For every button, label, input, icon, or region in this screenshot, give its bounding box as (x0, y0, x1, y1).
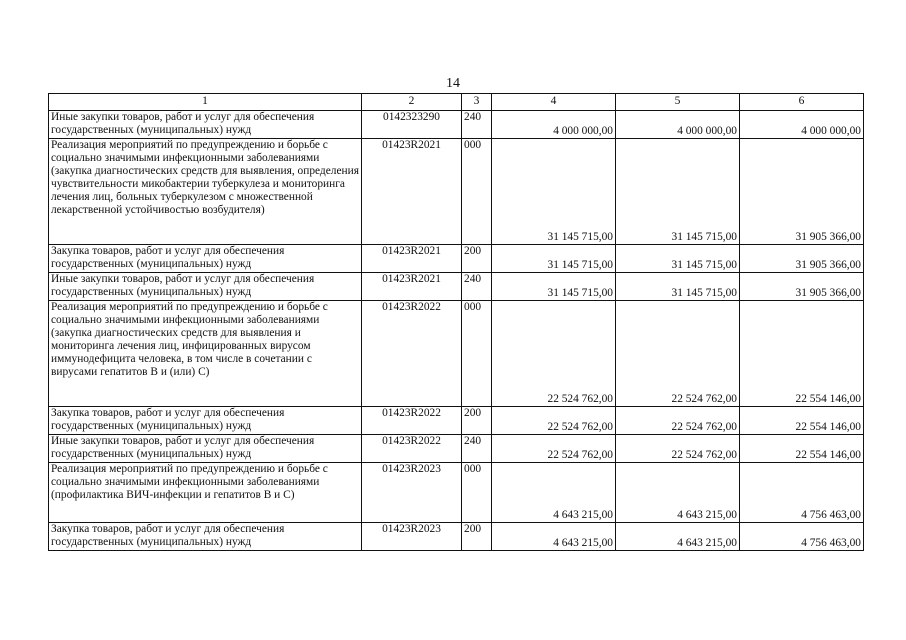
amount-col-4: 22 524 762,00 (492, 407, 616, 435)
table-row (49, 245, 864, 273)
amount-col-6: 31 905 366,00 (740, 273, 864, 301)
amount-col-5: 4 643 215,00 (616, 463, 740, 523)
amount-col-4: 4 643 215,00 (492, 463, 616, 523)
amount-col-5: 31 145 715,00 (616, 273, 740, 301)
amount-col-5: 4 000 000,00 (616, 111, 740, 139)
amount-col-5: 22 524 762,00 (616, 301, 740, 407)
expense-type-code: 000 (462, 463, 492, 523)
column-header: 5 (616, 94, 740, 111)
target-article-code: 01423R2021 (362, 139, 462, 245)
amount-col-6: 31 905 366,00 (740, 139, 864, 245)
expense-type-code: 240 (462, 273, 492, 301)
target-article-code: 01423R2022 (362, 407, 462, 435)
column-header: 4 (492, 94, 616, 111)
expense-type-code: 200 (462, 245, 492, 273)
expense-name: Закупка товаров, работ и услуг для обеспечения государственных (муниципальных) нужд (49, 245, 362, 273)
expense-type-code: 200 (462, 523, 492, 551)
table-row (49, 407, 864, 435)
page-number: 14 (446, 76, 460, 91)
expense-name: Иные закупки товаров, работ и услуг для обеспечения государственных (муниципальных) нужд (49, 435, 362, 463)
amount-col-6: 4 000 000,00 (740, 111, 864, 139)
expense-type-code: 200 (462, 407, 492, 435)
amount-col-6: 4 756 463,00 (740, 523, 864, 551)
target-article-code: 01423R2023 (362, 463, 462, 523)
expense-name: Реализация мероприятий по предупреждению и борьбе с социально значимыми инфекционными заболеваниями (профилактика ВИЧ-инфекции и гепатитов В и С) (49, 463, 362, 523)
target-article-code: 01423R2021 (362, 273, 462, 301)
table-row (49, 435, 864, 463)
target-article-code: 0142323290 (362, 111, 462, 139)
expense-name: Реализация мероприятий по предупреждению и борьбе с социально значимыми инфекционными заболеваниями (закупка диагностических средств для выявления и мониторинга лечения лиц, инфицированных вирусом иммунодефицита человека, в том числе в сочетании с вирусами гепатитов В и (или) С) (49, 301, 362, 407)
amount-col-4: 31 145 715,00 (492, 139, 616, 245)
amount-col-5: 22 524 762,00 (616, 407, 740, 435)
target-article-code: 01423R2023 (362, 523, 462, 551)
amount-col-4: 22 524 762,00 (492, 435, 616, 463)
expense-type-code: 240 (462, 111, 492, 139)
table-row (49, 463, 864, 523)
target-article-code: 01423R2022 (362, 301, 462, 407)
amount-col-4: 31 145 715,00 (492, 273, 616, 301)
expense-name: Закупка товаров, работ и услуг для обеспечения государственных (муниципальных) нужд (49, 523, 362, 551)
amount-col-5: 31 145 715,00 (616, 245, 740, 273)
table-row (49, 273, 864, 301)
budget-table (48, 93, 864, 551)
expense-name: Иные закупки товаров, работ и услуг для обеспечения государственных (муниципальных) нужд (49, 111, 362, 139)
expense-type-code: 240 (462, 435, 492, 463)
expense-type-code: 000 (462, 301, 492, 407)
amount-col-4: 31 145 715,00 (492, 245, 616, 273)
amount-col-6: 22 554 146,00 (740, 407, 864, 435)
target-article-code: 01423R2022 (362, 435, 462, 463)
amount-col-6: 31 905 366,00 (740, 245, 864, 273)
expense-type-code: 000 (462, 139, 492, 245)
amount-col-6: 22 554 146,00 (740, 435, 864, 463)
expense-name: Иные закупки товаров, работ и услуг для обеспечения государственных (муниципальных) нужд (49, 273, 362, 301)
expense-name: Закупка товаров, работ и услуг для обеспечения государственных (муниципальных) нужд (49, 407, 362, 435)
column-header: 6 (740, 94, 864, 111)
column-header: 3 (462, 94, 492, 111)
amount-col-5: 31 145 715,00 (616, 139, 740, 245)
amount-col-4: 4 000 000,00 (492, 111, 616, 139)
table-header-row (49, 94, 864, 111)
amount-col-5: 22 524 762,00 (616, 435, 740, 463)
column-header: 1 (49, 94, 362, 111)
table-row (49, 139, 864, 245)
column-header: 2 (362, 94, 462, 111)
table-row (49, 301, 864, 407)
table-row (49, 523, 864, 551)
amount-col-5: 4 643 215,00 (616, 523, 740, 551)
table-row (49, 111, 864, 139)
expense-name: Реализация мероприятий по предупреждению и борьбе с социально значимыми инфекционными заболеваниями (закупка диагностических средств для выявления, определения чувствительности микобактерии туберкулеза и мониторинга лечения лиц, больных туберкулезом с множественной лекарственной устойчивостью возбудителя) (49, 139, 362, 245)
target-article-code: 01423R2021 (362, 245, 462, 273)
amount-col-6: 4 756 463,00 (740, 463, 864, 523)
amount-col-4: 4 643 215,00 (492, 523, 616, 551)
amount-col-6: 22 554 146,00 (740, 301, 864, 407)
amount-col-4: 22 524 762,00 (492, 301, 616, 407)
